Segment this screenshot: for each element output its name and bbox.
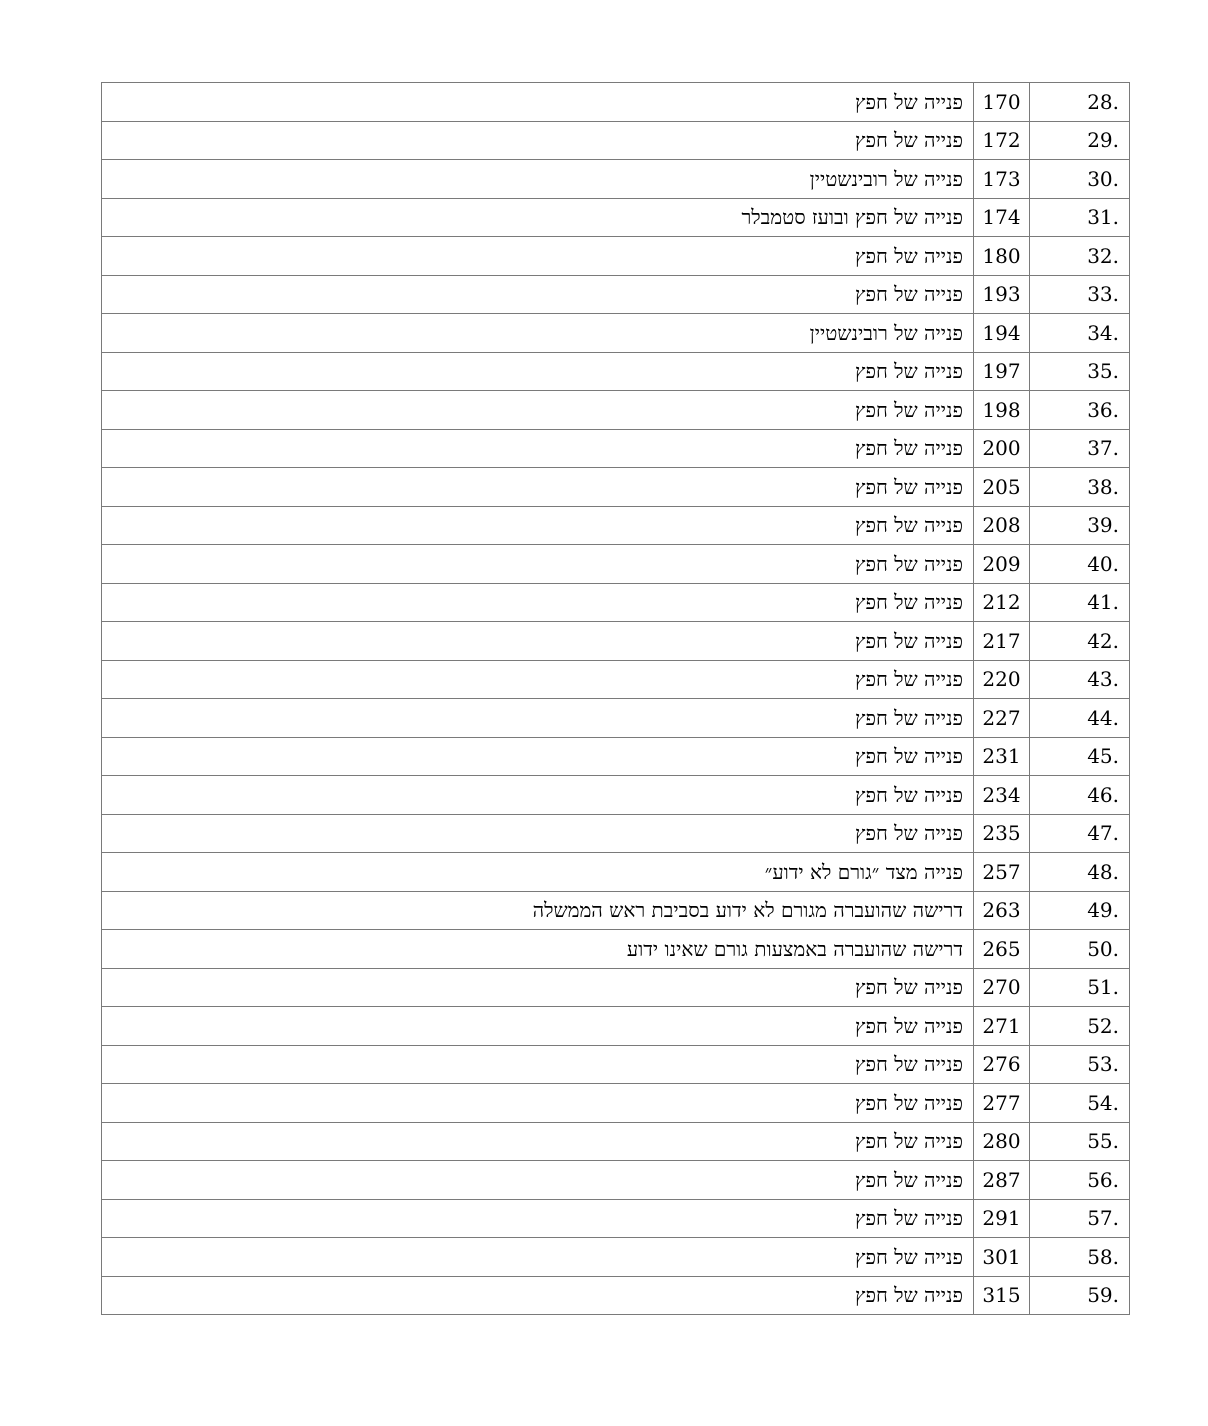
table-body <box>102 83 1130 1315</box>
row-description: פנייה של חפץ <box>102 83 974 122</box>
row-number: 301 <box>974 1238 1030 1277</box>
row-index: 56. <box>1030 1161 1130 1200</box>
row-number: 198 <box>974 391 1030 430</box>
row-number: 227 <box>974 699 1030 738</box>
table-row <box>102 1045 1130 1084</box>
row-number: 270 <box>974 968 1030 1007</box>
table-row <box>102 660 1130 699</box>
row-description: דרישה שהועברה מגורם לא ידוע בסביבת ראש הממשלה <box>102 891 974 930</box>
table-row <box>102 83 1130 122</box>
row-number: 194 <box>974 314 1030 353</box>
row-index: 55. <box>1030 1122 1130 1161</box>
table-row <box>102 198 1130 237</box>
row-description: פנייה של חפץ <box>102 121 974 160</box>
row-index: 36. <box>1030 391 1130 430</box>
row-description: פנייה של חפץ <box>102 352 974 391</box>
row-number: 208 <box>974 506 1030 545</box>
table-row <box>102 583 1130 622</box>
table-row <box>102 891 1130 930</box>
table-row <box>102 776 1130 815</box>
row-index: 51. <box>1030 968 1130 1007</box>
table-row <box>102 1238 1130 1277</box>
row-index: 40. <box>1030 545 1130 584</box>
row-description: פנייה של חפץ <box>102 1122 974 1161</box>
row-description: פנייה של חפץ <box>102 1161 974 1200</box>
table-row <box>102 1199 1130 1238</box>
row-description: פנייה של חפץ <box>102 1084 974 1123</box>
row-number: 265 <box>974 930 1030 969</box>
table-row <box>102 814 1130 853</box>
table-row <box>102 275 1130 314</box>
table-row <box>102 1122 1130 1161</box>
table-row <box>102 314 1130 353</box>
table-row <box>102 121 1130 160</box>
row-index: 37. <box>1030 429 1130 468</box>
row-number: 277 <box>974 1084 1030 1123</box>
row-description: פנייה של חפץ <box>102 814 974 853</box>
row-number: 197 <box>974 352 1030 391</box>
row-index: 31. <box>1030 198 1130 237</box>
table-row <box>102 429 1130 468</box>
row-description: פנייה של חפץ <box>102 737 974 776</box>
row-index: 32. <box>1030 237 1130 276</box>
row-number: 276 <box>974 1045 1030 1084</box>
row-description: פנייה של חפץ <box>102 1007 974 1046</box>
row-index: 38. <box>1030 468 1130 507</box>
row-index: 58. <box>1030 1238 1130 1277</box>
row-number: 217 <box>974 622 1030 661</box>
row-index: 30. <box>1030 160 1130 199</box>
row-number: 205 <box>974 468 1030 507</box>
row-number: 263 <box>974 891 1030 930</box>
row-number: 173 <box>974 160 1030 199</box>
row-description: פנייה של חפץ <box>102 622 974 661</box>
row-index: 57. <box>1030 1199 1130 1238</box>
table-row <box>102 352 1130 391</box>
row-description: פנייה של רובינשטיין <box>102 160 974 199</box>
row-number: 180 <box>974 237 1030 276</box>
row-number: 257 <box>974 853 1030 892</box>
table-row <box>102 468 1130 507</box>
row-description: פנייה של חפץ ובועז סטמבלר <box>102 198 974 237</box>
row-number: 212 <box>974 583 1030 622</box>
row-number: 291 <box>974 1199 1030 1238</box>
row-description: פנייה של חפץ <box>102 660 974 699</box>
row-description: פנייה של רובינשטיין <box>102 314 974 353</box>
row-index: 34. <box>1030 314 1130 353</box>
row-description: פנייה של חפץ <box>102 429 974 468</box>
row-index: 54. <box>1030 1084 1130 1123</box>
table-row <box>102 930 1130 969</box>
row-description: דרישה שהועברה באמצעות גורם שאינו ידוע <box>102 930 974 969</box>
row-description: פנייה של חפץ <box>102 275 974 314</box>
row-index: 46. <box>1030 776 1130 815</box>
row-index: 53. <box>1030 1045 1130 1084</box>
row-description: פנייה של חפץ <box>102 776 974 815</box>
row-description: פנייה של חפץ <box>102 1199 974 1238</box>
row-index: 28. <box>1030 83 1130 122</box>
table-row <box>102 853 1130 892</box>
row-index: 43. <box>1030 660 1130 699</box>
table-row <box>102 545 1130 584</box>
row-description: פנייה של חפץ <box>102 699 974 738</box>
row-description: פנייה של חפץ <box>102 1045 974 1084</box>
row-number: 174 <box>974 198 1030 237</box>
row-number: 172 <box>974 121 1030 160</box>
row-number: 271 <box>974 1007 1030 1046</box>
row-description: פנייה של חפץ <box>102 506 974 545</box>
table-row <box>102 1007 1130 1046</box>
row-index: 44. <box>1030 699 1130 738</box>
row-description: פנייה של חפץ <box>102 237 974 276</box>
row-index: 39. <box>1030 506 1130 545</box>
row-index: 47. <box>1030 814 1130 853</box>
row-index: 29. <box>1030 121 1130 160</box>
row-index: 59. <box>1030 1276 1130 1315</box>
row-description: פנייה של חפץ <box>102 583 974 622</box>
table-row <box>102 1084 1130 1123</box>
row-index: 52. <box>1030 1007 1130 1046</box>
row-number: 193 <box>974 275 1030 314</box>
row-number: 280 <box>974 1122 1030 1161</box>
row-description: פנייה של חפץ <box>102 545 974 584</box>
row-number: 209 <box>974 545 1030 584</box>
table-row <box>102 737 1130 776</box>
row-number: 200 <box>974 429 1030 468</box>
row-index: 42. <box>1030 622 1130 661</box>
table-row <box>102 506 1130 545</box>
row-index: 41. <box>1030 583 1130 622</box>
row-number: 287 <box>974 1161 1030 1200</box>
row-index: 48. <box>1030 853 1130 892</box>
row-description: פנייה של חפץ <box>102 968 974 1007</box>
row-number: 235 <box>974 814 1030 853</box>
table-row <box>102 237 1130 276</box>
row-description: פנייה של חפץ <box>102 391 974 430</box>
row-description: פנייה של חפץ <box>102 1238 974 1277</box>
table-row <box>102 968 1130 1007</box>
row-number: 234 <box>974 776 1030 815</box>
row-index: 45. <box>1030 737 1130 776</box>
row-index: 49. <box>1030 891 1130 930</box>
row-index: 50. <box>1030 930 1130 969</box>
document-table <box>101 82 1130 1315</box>
row-index: 33. <box>1030 275 1130 314</box>
table-row <box>102 1276 1130 1315</box>
row-number: 170 <box>974 83 1030 122</box>
table-row <box>102 391 1130 430</box>
row-number: 315 <box>974 1276 1030 1315</box>
row-description: פנייה של חפץ <box>102 1276 974 1315</box>
row-index: 35. <box>1030 352 1130 391</box>
row-description: פנייה מצד ״גורם לא ידוע״ <box>102 853 974 892</box>
row-number: 220 <box>974 660 1030 699</box>
row-number: 231 <box>974 737 1030 776</box>
table-row <box>102 1161 1130 1200</box>
table-row <box>102 699 1130 738</box>
table-row <box>102 622 1130 661</box>
row-description: פנייה של חפץ <box>102 468 974 507</box>
table-row <box>102 160 1130 199</box>
